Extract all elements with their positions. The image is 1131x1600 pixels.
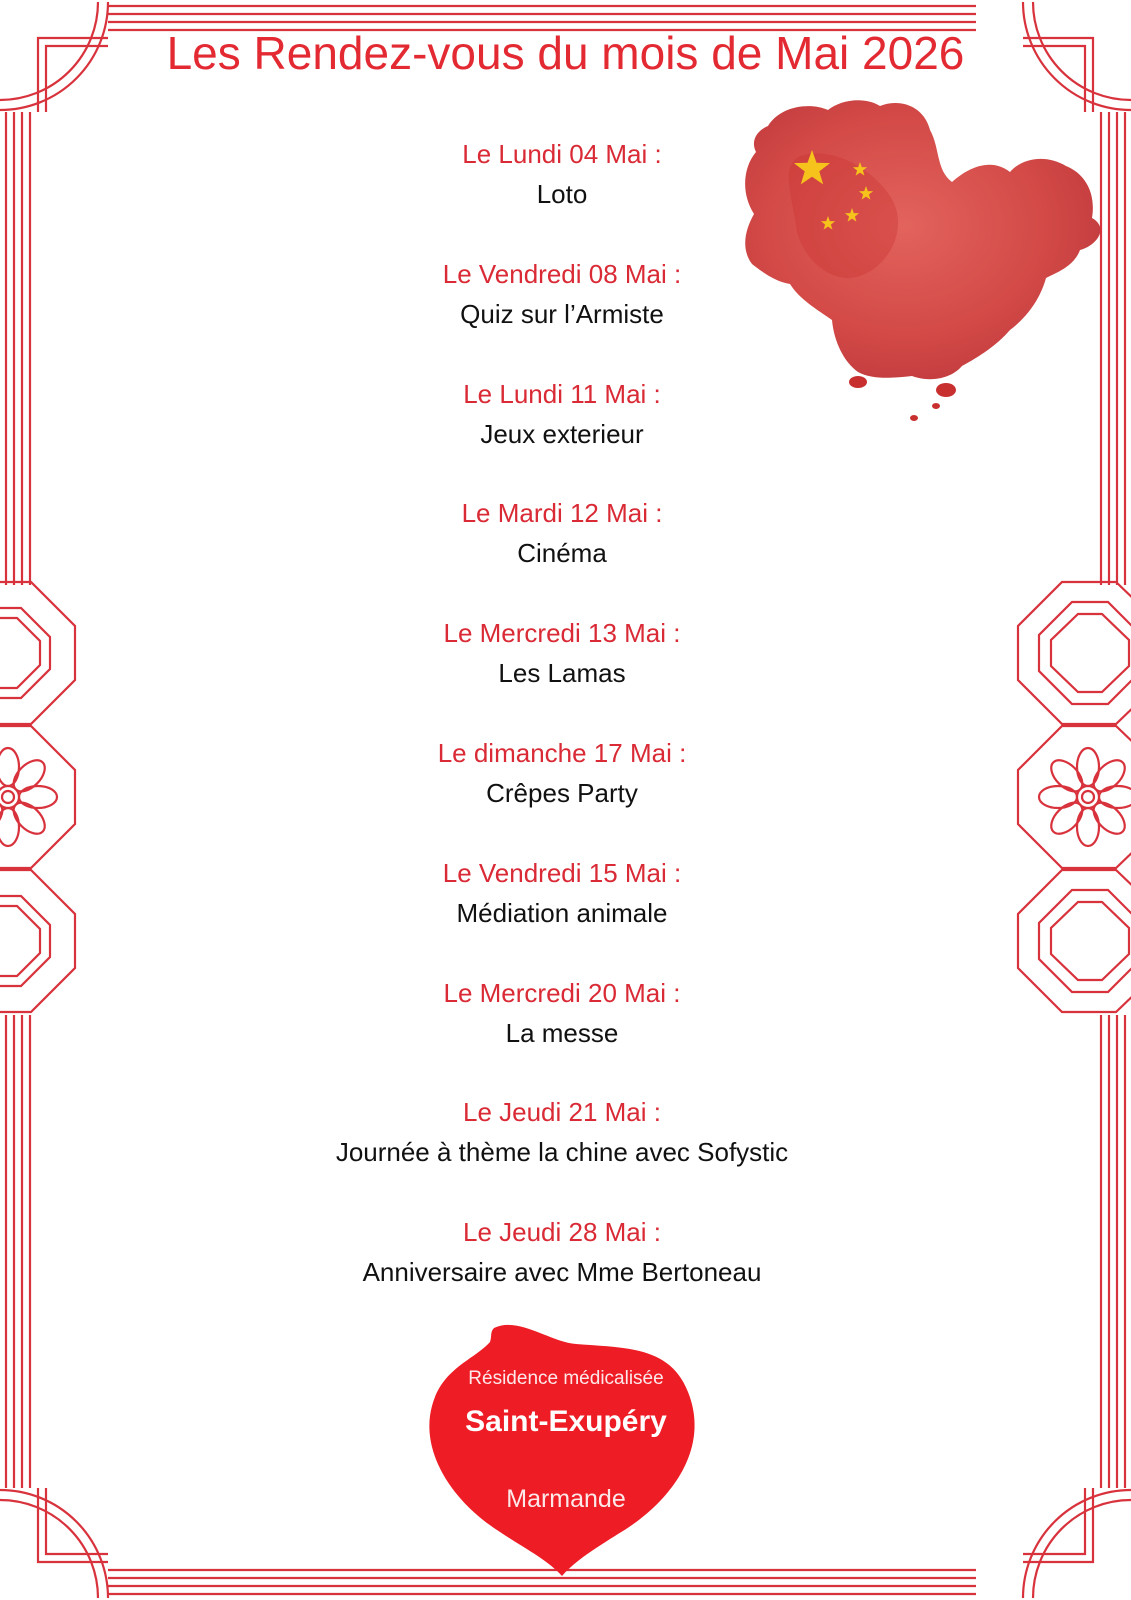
list-item [262, 134, 862, 254]
event-activity: Médiation animale [456, 897, 668, 928]
event-activity: Jeux exterieur [480, 418, 644, 449]
event-activity: Cinéma [517, 538, 607, 569]
list-item [262, 1212, 862, 1332]
event-activity: Journée à thème la chine avec Sofystic [335, 1137, 789, 1168]
event-date: Le Jeudi 28 Mai : [462, 1217, 661, 1248]
list-item [262, 254, 862, 374]
page-title: Les Rendez-vous du mois de Mai 2026 [166, 27, 965, 79]
event-date: Le Lundi 04 Mai : [462, 139, 662, 169]
event-date: Le Mardi 12 Mai : [461, 498, 663, 529]
octagon-window-icon [1016, 580, 1131, 726]
event-activity: La messe [505, 1017, 619, 1048]
event-activity: Les Lamas [498, 658, 626, 689]
list-item [262, 973, 862, 1093]
list-item [262, 853, 862, 973]
event-date: Le Lundi 11 Mai : [463, 378, 661, 409]
logo-city: Marmande [506, 1485, 626, 1513]
event-activity: Loto [536, 179, 588, 209]
list-item [262, 613, 862, 733]
flower-icon [0, 724, 80, 870]
event-date: Le Mercredi 13 Mai : [443, 618, 681, 649]
octagon-window-icon [0, 580, 80, 726]
residence-logo [426, 1320, 706, 1578]
event-date: Le Vendredi 15 Mai : [442, 857, 682, 888]
event-list [262, 134, 862, 1332]
event-activity: Anniversaire avec Mme Bertoneau [362, 1257, 762, 1288]
octagon-window-icon [1016, 868, 1131, 1014]
list-item [262, 1092, 862, 1212]
event-date: Le Vendredi 08 Mai : [442, 258, 682, 289]
octagon-window-icon [0, 868, 80, 1014]
logo-name: Saint-Exupéry [465, 1405, 667, 1438]
event-date: Le Jeudi 21 Mai : [462, 1097, 661, 1128]
logo-subtitle: Résidence médicalisée [468, 1368, 664, 1389]
flower-icon [1016, 724, 1131, 870]
event-date: Le dimanche 17 Mai : [437, 737, 687, 768]
event-date: Le Mercredi 20 Mai : [443, 977, 681, 1008]
list-item [262, 733, 862, 853]
list-item [262, 493, 862, 613]
event-activity: Crêpes Party [486, 777, 638, 808]
list-item [262, 374, 862, 494]
event-activity: Quiz sur l’Armiste [460, 298, 664, 329]
